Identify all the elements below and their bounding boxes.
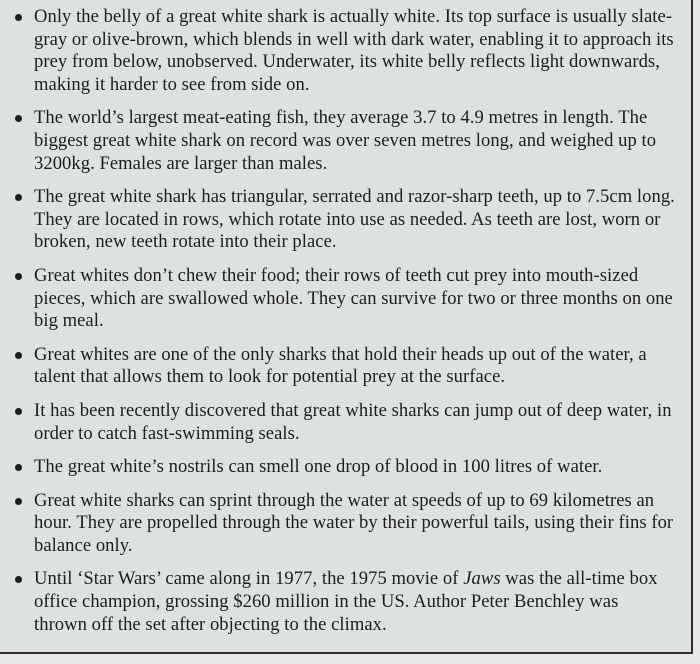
fact-text: The great white’s nostrils can smell one drop of blood in 100 litres of water. bbox=[34, 456, 603, 478]
bullet-icon bbox=[15, 194, 22, 201]
bullet-icon bbox=[15, 115, 22, 122]
fact-text: The world’s largest meat-eating fish, they average 3.7 to 4.9 metres in length. The biggest great white shark on record was over seven metres long, and weighed up to 3200kg. Females are larger than males. bbox=[34, 107, 657, 174]
fact-text: The great white shark has triangular, serrated and razor-sharp teeth, up to 7.5cm long. They are located in rows, which rotate into use as needed. As teeth are lost, worn or broken, new teeth rotate into their place. bbox=[34, 186, 675, 253]
fact-item bbox=[34, 490, 675, 558]
fact-item bbox=[34, 265, 675, 333]
bullet-icon bbox=[15, 498, 22, 505]
fact-text: Great white sharks can sprint through the water at speeds of up to 69 kilometres an hour. They are propelled through the water by their powerful tails, using their fins for balance only. bbox=[34, 489, 674, 556]
fact-item bbox=[34, 568, 675, 636]
fact-item bbox=[34, 400, 675, 445]
fact-text bbox=[34, 568, 658, 634]
bullet-icon bbox=[15, 14, 22, 21]
fact-item bbox=[34, 107, 675, 175]
fact-text: Great whites are one of the only sharks that hold their heads up out of the water, a talent that allows them to look for potential prey at the surface. bbox=[34, 343, 647, 388]
fact-item bbox=[34, 186, 675, 254]
fact-item bbox=[34, 344, 675, 389]
fact-item bbox=[34, 6, 675, 96]
fact-text: Great whites don’t chew their food; their rows of teeth cut prey into mouth-sized pieces, which are swallowed whole. They can survive for two or three months on one big meal. bbox=[34, 264, 673, 332]
movie-title: Jaws bbox=[463, 568, 501, 590]
bullet-icon bbox=[15, 408, 22, 415]
bullet-icon bbox=[15, 273, 22, 280]
fact-text-end: was the all-time box office champion, grossing $260 million in the US. Author Peter Benchley was thrown off the set after objecting to the climax. bbox=[34, 568, 658, 635]
fact-item bbox=[34, 456, 675, 479]
bullet-icon bbox=[15, 464, 22, 471]
fact-text-start: Until ‘Star Wars’ came along in 1977, the 1975 movie of bbox=[34, 568, 464, 590]
fact-text: It has been recently discovered that great white sharks can jump out of deep water, in order to catch fast-swimming seals. bbox=[34, 399, 672, 444]
bullet-icon bbox=[15, 352, 22, 359]
bullet-icon bbox=[15, 576, 22, 583]
fact-text: Only the belly of a great white shark is actually white. Its top surface is usually slate-gray or olive-brown, which blends in well with dark water, enabling it to approach its prey from below, unobserved. Underwater, its white belly reflects light downwards, making it harder to see from side on. bbox=[34, 6, 674, 95]
